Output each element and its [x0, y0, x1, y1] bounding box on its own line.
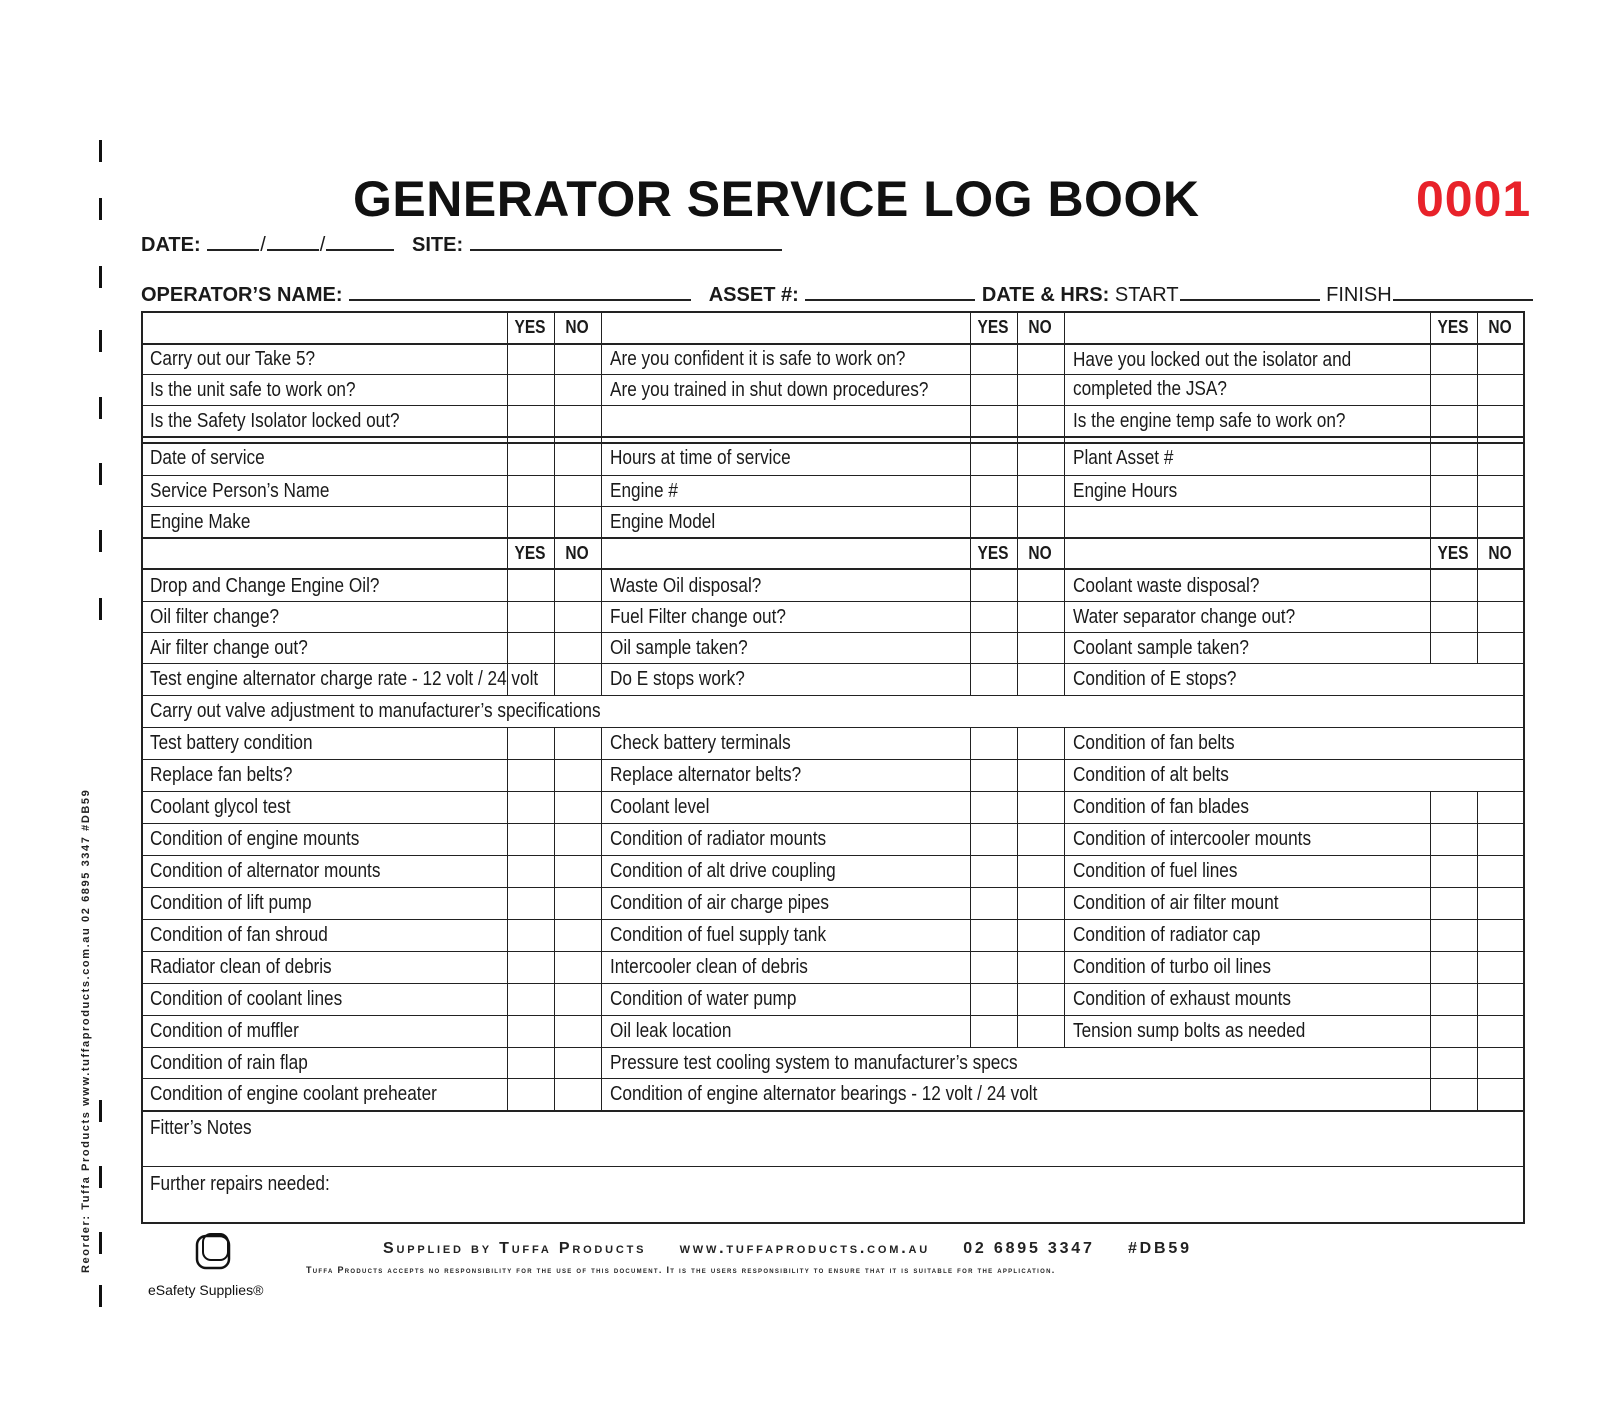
checklist-item: Are you confident it is safe to work on? — [610, 348, 906, 370]
no-column-header: NO — [1488, 317, 1512, 337]
website-text: www.tuffaproducts.com.au — [679, 1240, 930, 1257]
site-field[interactable] — [470, 229, 782, 251]
checklist-item: Condition of fan belts — [1073, 732, 1235, 754]
table-hline — [141, 1166, 1525, 1167]
checklist-item: Condition of engine mounts — [150, 828, 360, 850]
perforation-mark — [99, 1285, 102, 1307]
start-label: START — [1114, 284, 1179, 306]
table-vline — [1017, 727, 1018, 1047]
checklist-item: Coolant sample taken? — [1073, 637, 1249, 659]
perforation-mark — [99, 598, 102, 620]
table-vline — [970, 727, 971, 1047]
checklist-item: Condition of turbo oil lines — [1073, 956, 1271, 978]
perforation-mark — [99, 266, 102, 288]
site-label: SITE: — [411, 234, 464, 256]
detail-field-label: Date of service — [150, 447, 265, 469]
checklist-item: Condition of rain flap — [150, 1052, 308, 1074]
product-code-text: #DB59 — [1127, 1240, 1192, 1257]
detail-field-label: Service Person’s Name — [150, 480, 330, 502]
perforation-mark — [99, 463, 102, 485]
checklist-item: Condition of exhaust mounts — [1073, 988, 1292, 1010]
checklist-item: Oil filter change? — [150, 606, 280, 628]
checklist-item: Condition of fan blades — [1073, 796, 1249, 818]
yes-column-header: YES — [1437, 317, 1469, 337]
date-separator: / — [319, 234, 326, 256]
date-month-field[interactable] — [267, 229, 319, 251]
checklist-item: Coolant glycol test — [150, 796, 291, 818]
further-repairs-label: Further repairs needed: — [150, 1173, 330, 1195]
table-vline — [507, 727, 508, 1110]
checklist-item: Oil sample taken? — [610, 637, 748, 659]
asset-label: ASSET #: — [708, 284, 799, 306]
table-hline — [141, 791, 1525, 792]
checklist-item: Drop and Change Engine Oil? — [150, 575, 380, 597]
checklist-item: Carry out valve adjustment to manufacturer’s specifications — [150, 700, 601, 722]
table-vline — [1477, 311, 1478, 663]
perforation-mark — [99, 1232, 102, 1254]
table-vline — [1430, 791, 1431, 1110]
date-hrs-label: DATE & HRS: — [981, 284, 1110, 306]
checklist-item: Are you trained in shut down procedures? — [610, 379, 929, 401]
date-site-row — [141, 229, 783, 257]
checklist-item: Oil leak location — [610, 1020, 732, 1042]
checklist-item: Intercooler clean of debris — [610, 956, 808, 978]
table-hline — [141, 632, 1525, 633]
no-column-header: NO — [565, 317, 589, 337]
checklist-item: Condition of radiator mounts — [610, 828, 827, 850]
no-column-header: NO — [1028, 543, 1052, 563]
date-year-field[interactable] — [326, 229, 394, 251]
detail-field-label: Engine Hours — [1073, 480, 1178, 502]
detail-field-label: Engine Model — [610, 511, 716, 533]
checklist-item: Condition of fan shroud — [150, 924, 328, 946]
table-vline — [1017, 311, 1018, 695]
yes-column-header: YES — [977, 317, 1009, 337]
table-vline — [601, 311, 602, 695]
table-hline — [141, 951, 1525, 952]
checklist-item: Test engine alternator charge rate - 12 volt / 24 volt — [150, 668, 539, 690]
operator-label: OPERATOR’S NAME: — [141, 284, 343, 306]
table-hline — [141, 1110, 1525, 1112]
table-hline — [141, 759, 1525, 760]
perforation-mark — [99, 198, 102, 220]
perforation-mark — [99, 1100, 102, 1122]
perforation-mark — [99, 140, 102, 162]
table-vline — [1477, 791, 1478, 1110]
asset-field[interactable] — [805, 279, 975, 301]
checklist-item: Condition of air charge pipes — [610, 892, 829, 914]
checklist-item: Tension sump bolts as needed — [1073, 1020, 1306, 1042]
serial-number: 0001 — [1416, 171, 1532, 227]
table-hline — [141, 506, 1525, 507]
date-label: DATE: — [141, 234, 201, 256]
checklist-item: Replace alternator belts? — [610, 764, 802, 786]
detail-field-label: Plant Asset # — [1073, 447, 1174, 469]
checklist-item: Condition of air filter mount — [1073, 892, 1279, 914]
checklist-item: Waste Oil disposal? — [610, 575, 762, 597]
table-hline — [141, 919, 1525, 920]
table-hline — [141, 727, 1525, 728]
checklist-item: Condition of radiator cap — [1073, 924, 1261, 946]
supplied-by-text: Supplied by Tuffa Products — [383, 1240, 647, 1257]
table-vline — [970, 311, 971, 695]
checklist-item: Test battery condition — [150, 732, 313, 754]
operator-row — [141, 279, 1534, 307]
checklist-item: Condition of muffler — [150, 1020, 299, 1042]
checklist-item: Condition of engine alternator bearings - 12 volt / 24 volt — [610, 1083, 1038, 1105]
checklist-item: Condition of fuel supply tank — [610, 924, 827, 946]
reorder-side-text: Reorder: Tuffa Products www.tuffaproducts.com.au 02 6895 3347 #DB59 — [80, 788, 92, 1273]
disclaimer-text: Tuffa Products accepts no responsibility for the use of this document. It is the users responsibility to ensure that it is suitable for the application. — [306, 1265, 1056, 1275]
checklist-item: Water separator change out? — [1073, 606, 1296, 628]
table-vline — [1064, 311, 1065, 695]
checklist-item: Pressure test cooling system to manufacturer’s specs — [610, 1052, 1018, 1074]
checklist-item: Replace fan belts? — [150, 764, 293, 786]
checklist-item: Condition of water pump — [610, 988, 797, 1010]
checklist-item: Coolant level — [610, 796, 710, 818]
no-column-header: NO — [1488, 543, 1512, 563]
checklist-item: Condition of alternator mounts — [150, 860, 381, 882]
checklist-item: Condition of fuel lines — [1073, 860, 1238, 882]
table-vline — [1064, 727, 1065, 1047]
detail-field-label: Engine Make — [150, 511, 251, 533]
checklist-item: Fuel Filter change out? — [610, 606, 786, 628]
detail-field-label: Hours at time of service — [610, 447, 791, 469]
checklist-item: Coolant waste disposal? — [1073, 575, 1260, 597]
checklist-item: Do E stops work? — [610, 668, 745, 690]
fitters-notes-label: Fitter’s Notes — [150, 1117, 252, 1139]
table-vline — [507, 311, 508, 695]
yes-column-header: YES — [1437, 543, 1469, 563]
no-column-header: NO — [565, 543, 589, 563]
yes-column-header: YES — [977, 543, 1009, 563]
table-hline — [141, 475, 1525, 476]
table-hline — [141, 442, 1525, 444]
table-hline — [141, 983, 1525, 984]
no-column-header: NO — [1028, 317, 1052, 337]
perforation-mark — [99, 1166, 102, 1188]
operator-name-field[interactable] — [349, 279, 691, 301]
esafety-logo-icon — [193, 1233, 233, 1273]
checklist-item: Is the Safety Isolator locked out? — [150, 410, 400, 432]
checklist-item: Radiator clean of debris — [150, 956, 332, 978]
esafety-logo-text: eSafety Supplies® — [148, 1282, 264, 1298]
checklist-item: Condition of lift pump — [150, 892, 312, 914]
page-title: GENERATOR SERVICE LOG BOOK — [353, 171, 1200, 227]
table-vline — [601, 727, 602, 1110]
finish-label: FINISH — [1326, 284, 1392, 306]
perforation-mark — [99, 330, 102, 352]
table-hline — [141, 537, 1525, 539]
checklist-item: Condition of alt drive coupling — [610, 860, 836, 882]
checklist-item: Condition of E stops? — [1073, 668, 1237, 690]
checklist-item: Air filter change out? — [150, 637, 308, 659]
yes-column-header: YES — [514, 317, 546, 337]
date-day-field[interactable] — [207, 229, 259, 251]
yes-column-header: YES — [514, 543, 546, 563]
checklist-item: Condition of intercooler mounts — [1073, 828, 1312, 850]
perforation-mark — [99, 530, 102, 552]
date-separator: / — [260, 234, 266, 256]
checklist-item: Condition of coolant lines — [150, 988, 343, 1010]
checklist-item: Have you locked out the isolator and completed the JSA? — [1073, 349, 1352, 400]
table-vline — [554, 311, 555, 695]
table-vline — [554, 727, 555, 1110]
perforation-mark — [99, 397, 102, 419]
finish-field[interactable] — [1393, 279, 1533, 301]
checklist-item: Check battery terminals — [610, 732, 791, 754]
table-hline — [141, 887, 1525, 888]
start-field[interactable] — [1180, 279, 1320, 301]
checklist-item: Is the engine temp safe to work on? — [1073, 410, 1346, 432]
phone-text: 02 6895 3347 — [963, 1240, 1095, 1257]
checklist-item: Carry out our Take 5? — [150, 348, 316, 370]
supplier-line — [383, 1240, 1218, 1258]
checklist-item: Is the unit safe to work on? — [150, 379, 356, 401]
checklist-item: Condition of alt belts — [1073, 764, 1229, 786]
detail-field-label: Engine # — [610, 480, 678, 502]
checklist-item: Condition of engine coolant preheater — [150, 1083, 437, 1105]
table-hline — [141, 1015, 1525, 1016]
